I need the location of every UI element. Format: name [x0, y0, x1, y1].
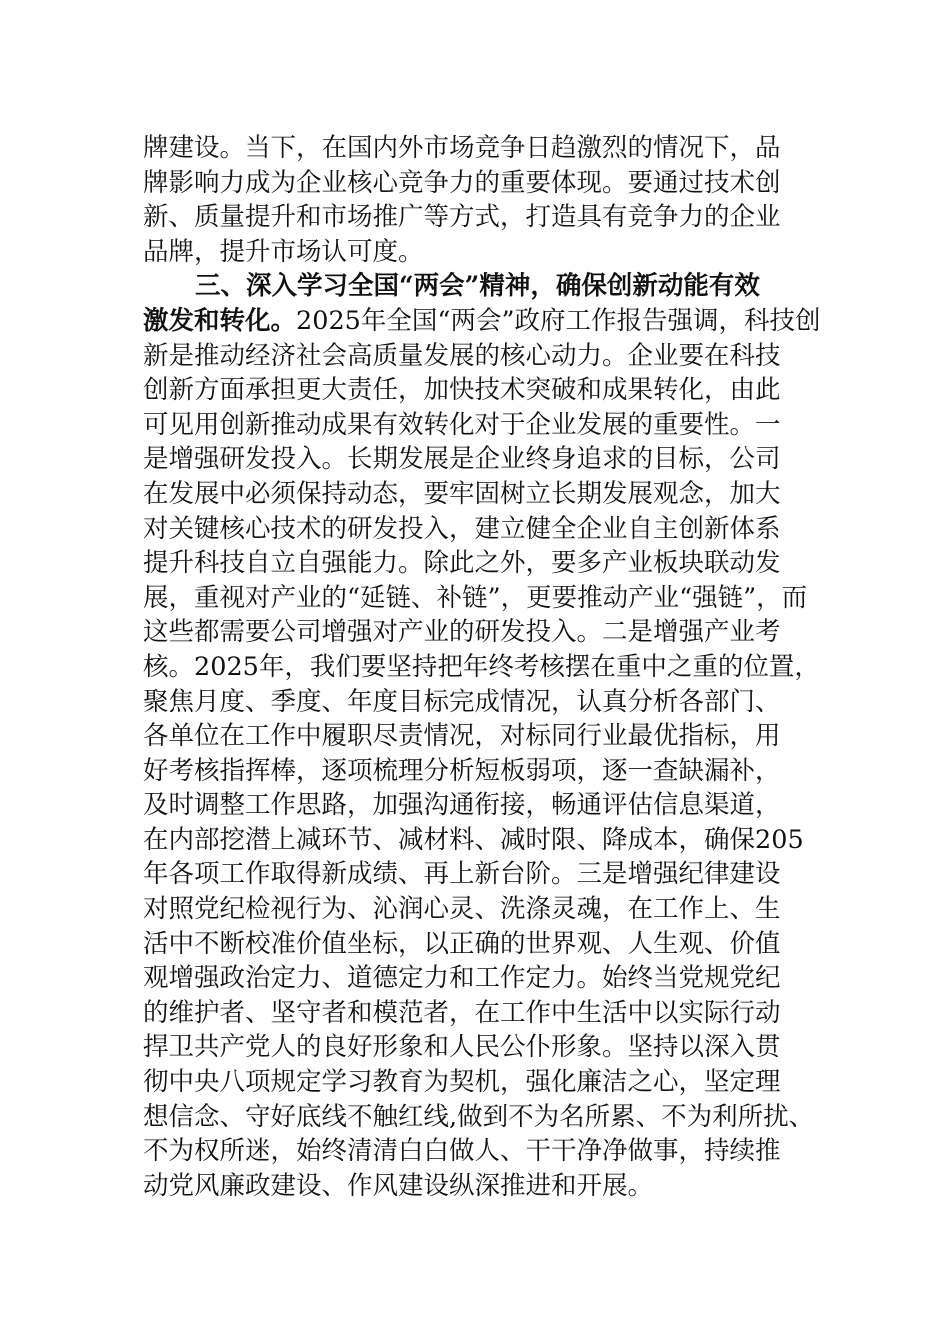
text-line: 好考核指挥棒，逐项梳理分析短板弱项，逐一查缺漏补， [143, 755, 781, 786]
text-line: 不为权所迷，始终清清白白做人、干干净净做事，持续推 [143, 1136, 781, 1167]
section-heading-continued: 激发和转化。 [143, 305, 297, 336]
text-line: 及时调整工作思路，加强沟通衔接，畅通评估信息渠道， [143, 790, 781, 821]
text-line: 的维护者、坚守者和模范者，在工作中生活中以实际行动 [143, 997, 781, 1028]
text-line [143, 304, 843, 339]
text-line: 动党风廉政建设、作风建设纵深推进和开展。 [143, 1170, 654, 1201]
text-line: 想信念、守好底线不触红线,做到不为名所累、不为利所扰、 [143, 1101, 815, 1132]
text-line: 是增强研发投入。长期发展是企业终身追求的目标，公司 [143, 444, 781, 475]
text-line: 牌影响力成为企业核心竞争力的重要体现。要通过技术创 [143, 167, 781, 198]
text-line: 创新方面承担更大责任，加快技术突破和成果转化，由此 [143, 375, 781, 406]
text-line: 展，重视对产业的“延链、补链”，更要推动产业“强链”，而 [143, 582, 808, 613]
text-line: 新、质量提升和市场推广等方式，打造具有竞争力的企业 [143, 202, 781, 233]
text-line: 在发展中必须保持动态，要牢固树立长期发展观念，加大 [143, 478, 781, 509]
text-line: 可见用创新推动成果有效转化对于企业发展的重要性。一 [143, 409, 781, 440]
text-line: 核。2025年，我们要坚持把年终考核摆在重中之重的位置， [143, 651, 820, 682]
text-line: 捍卫共产党人的良好形象和人民公仆形象。坚持以深入贯 [143, 1032, 781, 1063]
text-line: 各单位在工作中履职尽责情况，对标同行业最优指标，用 [143, 721, 781, 752]
text-line-rest: 2025年全国“两会”政府工作报告强调，科技创 [296, 305, 821, 336]
text-line: 彻中央八项规定学习教育为契机，强化廉洁之心，坚定理 [143, 1067, 781, 1098]
text-line: 这些都需要公司增强对产业的研发投入。二是增强产业考 [143, 617, 781, 648]
body-text [143, 131, 843, 1203]
text-line: 在内部挖潜上减环节、减材料、减时限、降成本，确保205 [143, 824, 804, 855]
text-line: 观增强政治定力、道德定力和工作定力。始终当党规党纪 [143, 963, 781, 994]
text-line: 对关键核心技术的研发投入，建立健全企业自主创新体系 [143, 513, 781, 544]
text-line: 对照党纪检视行为、沁润心灵、洗涤灵魂，在工作上、生 [143, 894, 781, 925]
text-line: 牌建设。当下，在国内外市场竞争日趋激烈的情况下，品 [143, 133, 781, 163]
section-heading: 三、深入学习全国“两会”精神，确保创新动能有效 [195, 271, 760, 302]
text-line: 新是推动经济社会高质量发展的核心动力。企业要在科技 [143, 340, 781, 371]
text-line: 品牌，提升市场认可度。 [143, 236, 424, 267]
text-line: 活中不断校准价值坐标，以正确的世界观、人生观、价值 [143, 928, 781, 959]
text-line: 年各项工作取得新成绩、再上新台阶。三是增强纪律建设 [143, 859, 781, 890]
text-line: 聚焦月度、季度、年度目标完成情况，认真分析各部门、 [143, 686, 781, 717]
text-line: 提升科技自立自强能力。除此之外，要多产业板块联动发 [143, 548, 781, 579]
